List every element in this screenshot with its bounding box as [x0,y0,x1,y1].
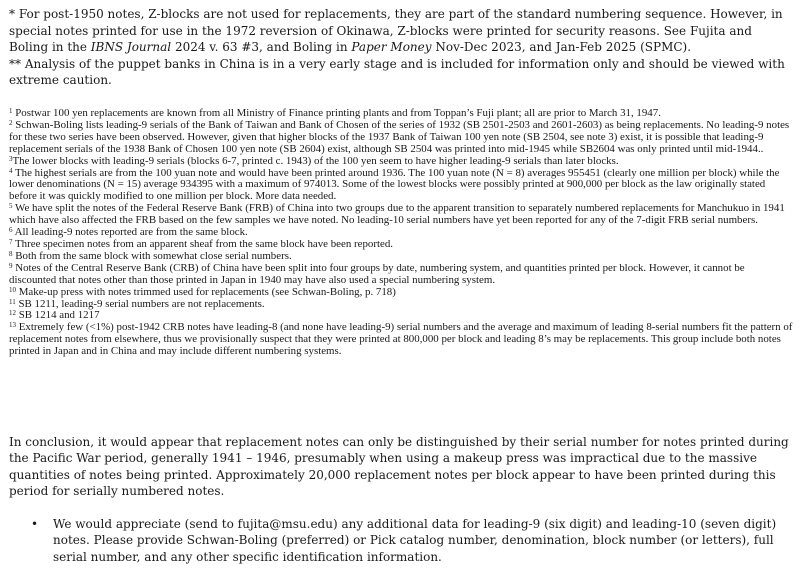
footnote-text: Three specimen notes from an apparent sheaf from the same block have been reported. [15,237,394,250]
footnote-text: SB 1214 and 1217 [18,309,100,322]
journal-title: IBNS Journal [90,40,172,54]
footnote [9,168,793,204]
intro-paragraph-okinawa [9,6,793,56]
footnote-text: The lower blocks with leading-9 serials (blocks 6-7, printed c. 1943) of the 100 yen seem to have higher leading-9 serials than later blocks. [12,154,619,167]
request-text: We would appreciate (send to fujita@msu.edu) any additional data for leading-9 (six digit) and leading-10 (seven digit) notes. Please provide Schwan-Boling (preferred) or Pick catalog number, denomination, block number (or letters), full serial number, and any other specific identification information. [53,517,777,564]
footnote [9,120,793,156]
footnote-text: Notes of the Central Reserve Bank (CRB) of China have been split into four groups by date, numbering system, and quantities printed per block. However, it cannot be discounted that notes other than those printed in Japan in 1940 may have also used a special numbering system. [9,261,745,286]
footnote-number: 5 [9,202,13,211]
footnote-number: 3 [9,154,13,163]
footnote-number: 9 [9,261,13,270]
magazine-title: Paper Money [351,40,432,54]
footnote-number: 1 [9,107,13,115]
bullet-icon: • [31,517,39,531]
footnote-text: All leading-9 notes reported are from the same block. [14,226,248,239]
footnote-number: 13 [9,321,16,330]
footnote-number: 4 [9,166,13,175]
intro-text-part: * For post-1950 notes, Z-blocks are not used for replacements, they are part of the standard numbering sequence. However, in special notes printed for use in the 1972 reversion of Okinawa, Z-blocks were printed for security reasons. See Fujita and Boling in the [9,7,783,54]
footnote-number: 11 [9,297,16,306]
footnote [9,263,793,287]
conclusion-section [9,434,793,500]
footnote [9,322,793,358]
intro-section [9,6,793,89]
intro-text-part: Nov-Dec 2023, and Jan-Feb 2025 (SPMC). [431,40,692,54]
conclusion-paragraph: In conclusion, it would appear that replacement notes can only be distinguished by their serial number for notes printed during the Pacific War period, generally 1941 – 1946, presumably when using a makeup press was impractical due to the massive quantities of notes being printed. Approximately 20,000 replacement notes per block appear to have been printed during this period for serially numbered notes. [9,435,789,499]
footnote-text: Make-up press with notes trimmed used for replacements (see Schwan-Boling, p. 718) [18,285,396,298]
footnote-number: 7 [9,237,13,246]
footnote-text: The highest serials are from the 100 yuan note and would have been printed around 1936. The 100 yuan note (N = 8) averages 955451 (clearly one million per block) while the lower denominations (N = 15) average 934395 with a maximum of 974013. Some of the lowest blocks were possibly printed at 900,000 per block as the law originally stated before it was quickly modified to one million per block. More data needed. [9,166,780,203]
footnote-number: 8 [9,249,13,258]
footnote-text: Both from the same block with somewhat close serial numbers. [15,249,292,262]
footnote-number: 2 [9,118,13,127]
footnote-text: SB 1211, leading-9 serial numbers are not replacements. [18,297,265,310]
footnotes-list [9,108,793,358]
footnote-number: 10 [9,285,16,294]
footnote-text: We have split the notes of the Federal Reserve Bank (FRB) of China into two groups due to the apparent transition to separately numbered replacements for Manchukuo in 1941 which have also affected the FRB based on the few samples we have noted. No leading-10 serial numbers have yet been reported for any of the 7-digit FRB serial numbers. [9,202,785,227]
footnote-number: 12 [9,309,16,318]
footnote-text: Extremely few (<1%) post-1942 CRB notes have leading-8 (and none have leading-9) serial numbers and the average and maximum of leading 8-serial numbers fit the pattern of replacement notes from elsewhere, thus we provisionally suspect that they were printed at 800,000 per block and leading 8’s may be replacements. This group include both notes printed in Japan and in China and may include different numbering systems. [9,321,793,358]
footnote [9,299,793,311]
footnote-number: 6 [9,226,13,235]
footnote [9,203,793,227]
intro-text-part: 2024 v. 63 #3, and Boling in [171,40,352,54]
intro-paragraph-puppet-banks: ** Analysis of the puppet banks in China is in a very early stage and is included for information only and should be viewed with extreme caution. [9,56,785,87]
footnote-text: Postwar 100 yen replacements are known from all Ministry of Finance printing plants and from Toppan’s Fuji plant; all are prior to March 31, 1947. [15,107,661,119]
footnote-text: Schwan-Boling lists leading-9 serials of the Bank of Taiwan and Bank of Chosen of the series of 1932 (SB 2501-2503 and 2601-2603) as being replacements. No leading-9 notes for these two series have been observed. However, given that higher blocks of the 1937 Bank of Taiwan 100 yen note (SB 2504, see note 3) exist, it is possible that leading-9 replacement serials of the 1938 Bank of Chosen 100 yen note (SB 2604) exist, although SB 2504 was printed into mid-1945 while SB2604 was only printed until mid-1944.. [9,118,790,155]
